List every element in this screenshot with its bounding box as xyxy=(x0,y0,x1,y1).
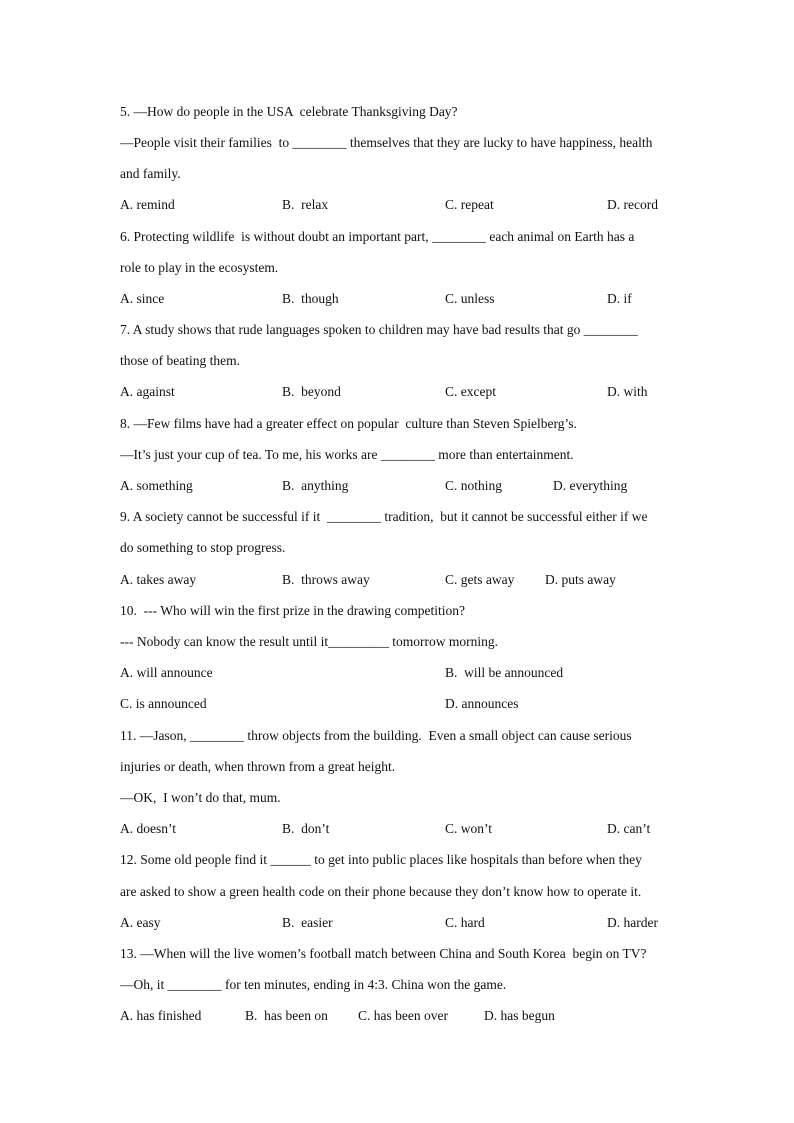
question-5-option-c: C. repeat xyxy=(445,197,494,212)
question-8-option-a: A. something xyxy=(120,478,193,493)
question-11-line-2: injuries or death, when thrown from a great height. xyxy=(120,759,396,774)
question-6-line-1: 6. Protecting wildlife is without doubt an important part, ________ each animal on Earth has a xyxy=(120,229,635,244)
question-13-option-d: D. has begun xyxy=(484,1008,555,1023)
question-8-line-2: —It’s just your cup of tea. To me, his works are ________ more than entertainment. xyxy=(120,447,574,462)
question-5-line-2: —People visit their families to ________ themselves that they are lucky to have happiness, health xyxy=(120,135,653,150)
question-9-option-c: C. gets away xyxy=(445,572,515,587)
question-6-option-b: B. though xyxy=(282,291,339,306)
question-6-line-2: role to play in the ecosystem. xyxy=(120,260,279,275)
question-6-option-d: D. if xyxy=(607,291,632,306)
question-10-line-2: --- Nobody can know the result until it_________ tomorrow morning. xyxy=(120,634,498,649)
question-12-option-b: B. easier xyxy=(282,915,333,930)
question-13-line-1: 13. —When will the live women’s football match between China and South Korea begin on TV? xyxy=(120,946,647,961)
question-5-option-b: B. relax xyxy=(282,197,329,212)
question-10-option-c: C. is announced xyxy=(120,696,207,711)
question-7-option-d: D. with xyxy=(607,384,648,399)
question-9-option-b: B. throws away xyxy=(282,572,370,587)
question-5-option-a: A. remind xyxy=(120,197,175,212)
question-8-option-b: B. anything xyxy=(282,478,349,493)
question-10-option-a: A. will announce xyxy=(120,665,213,680)
question-7-line-2: those of beating them. xyxy=(120,353,240,368)
question-11-option-b: B. don’t xyxy=(282,821,330,836)
question-11-line-1: 11. —Jason, ________ throw objects from the building. Even a small object can cause serious xyxy=(120,728,632,743)
question-13-option-b: B. has been on xyxy=(245,1008,328,1023)
question-8-option-c: C. nothing xyxy=(445,478,503,493)
question-12-option-d: D. harder xyxy=(607,915,658,930)
question-10-option-d: D. announces xyxy=(445,696,519,711)
question-7-option-c: C. except xyxy=(445,384,496,399)
question-10-option-b: B. will be announced xyxy=(445,665,564,680)
question-5-option-d: D. record xyxy=(607,197,658,212)
question-9-line-2: do something to stop progress. xyxy=(120,540,286,555)
question-6-option-c: C. unless xyxy=(445,291,495,306)
question-8-option-d: D. everything xyxy=(553,478,628,493)
question-13-option-c: C. has been over xyxy=(358,1008,448,1023)
question-6-option-a: A. since xyxy=(120,291,165,306)
question-9-line-1: 9. A society cannot be successful if it ________ tradition, but it cannot be successful either if we xyxy=(120,509,648,524)
question-7-line-1: 7. A study shows that rude languages spoken to children may have bad results that go ________ xyxy=(120,322,638,337)
question-9-option-a: A. takes away xyxy=(120,572,197,587)
question-11-line-3: —OK, I won’t do that, mum. xyxy=(120,790,281,805)
question-7-option-a: A. against xyxy=(120,384,175,399)
question-11-option-c: C. won’t xyxy=(445,821,493,836)
question-5-line-3: and family. xyxy=(120,166,181,181)
question-12-line-2: are asked to show a green health code on their phone because they don’t know how to operate it. xyxy=(120,884,642,899)
question-10-line-1: 10. --- Who will win the first prize in the drawing competition? xyxy=(120,603,466,618)
question-13-option-a: A. has finished xyxy=(120,1008,202,1023)
question-12-option-c: C. hard xyxy=(445,915,485,930)
question-13-line-2: —Oh, it ________ for ten minutes, ending in 4:3. China won the game. xyxy=(120,977,507,992)
question-8-line-1: 8. —Few films have had a greater effect on popular culture than Steven Spielberg’s. xyxy=(120,416,577,431)
question-12-line-1: 12. Some old people find it ______ to get into public places like hospitals than before when they xyxy=(120,852,642,867)
question-7-option-b: B. beyond xyxy=(282,384,341,399)
question-11-option-d: D. can’t xyxy=(607,821,651,836)
question-5-line-1: 5. —How do people in the USA celebrate Thanksgiving Day? xyxy=(120,104,458,119)
question-12-option-a: A. easy xyxy=(120,915,161,930)
question-11-option-a: A. doesn’t xyxy=(120,821,176,836)
question-9-option-d: D. puts away xyxy=(545,572,616,587)
